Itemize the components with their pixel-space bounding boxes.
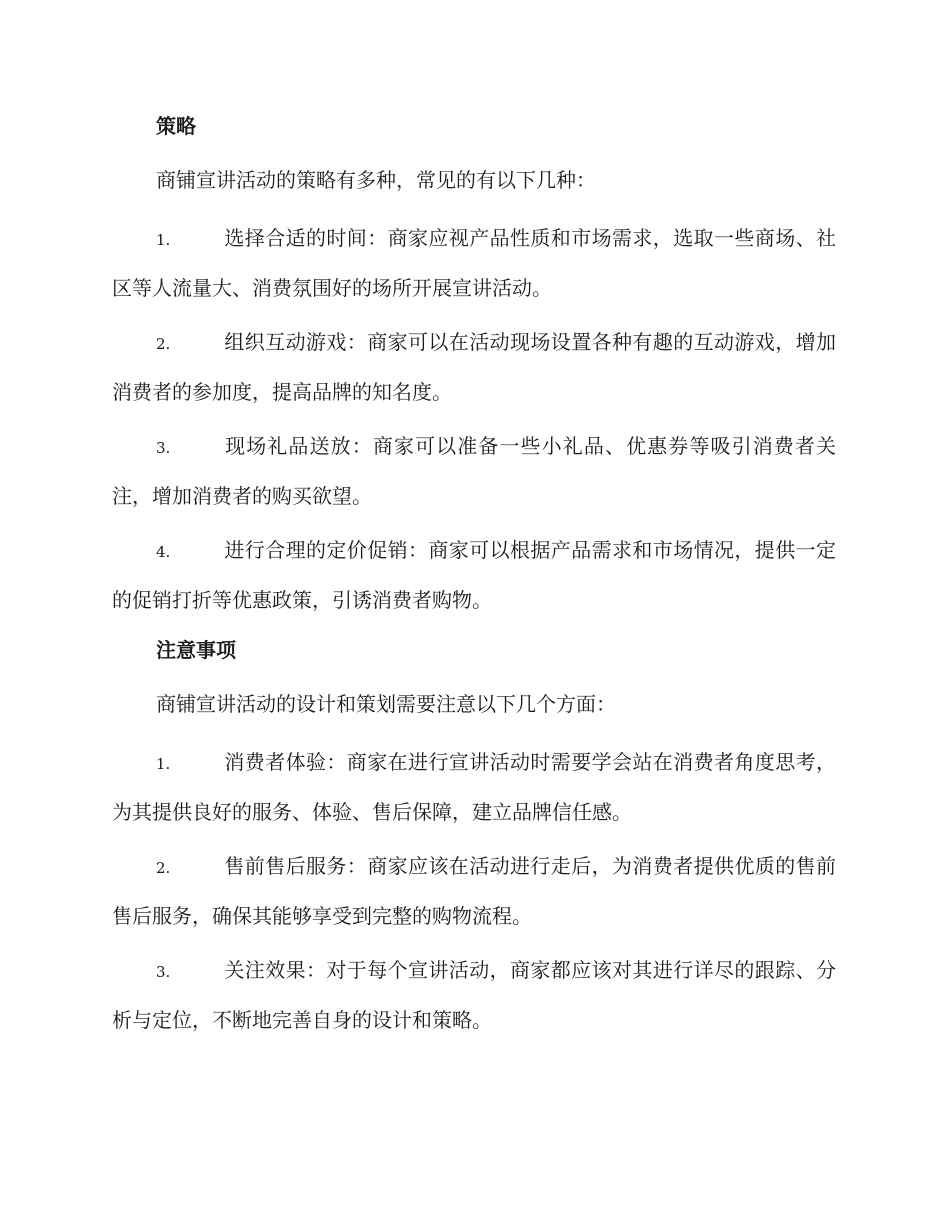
list-item [112, 526, 836, 624]
list-text: 进行合理的定价促销：商家可以根据产品需求和市场情况，提供一定的促销打折等优惠政策，引诱消费者购物。 [112, 538, 836, 612]
list-text: 消费者体验：商家在进行宣讲活动时需要学会站在消费者角度思考，为其提供良好的服务、体验、售后保障，建立品牌信任感。 [112, 750, 836, 824]
list-number: 1. [156, 755, 171, 773]
document-page [112, 106, 836, 1050]
section-heading: 注意事项 [156, 638, 236, 662]
list-item [112, 214, 836, 312]
section-intro: 商铺宣讲活动的设计和策划需要注意以下几个方面： [156, 692, 616, 716]
list-text: 选择合适的时间：商家应视产品性质和市场需求，选取一些商场、社区等人流量大、消费氛围好的场所开展宣讲活动。 [112, 226, 836, 300]
list-item [112, 738, 836, 836]
section-intro: 商铺宣讲活动的策略有多种，常见的有以下几种： [156, 168, 596, 192]
list-text: 组织互动游戏：商家可以在活动现场设置各种有趣的互动游戏，增加消费者的参加度，提高品牌的知名度。 [112, 330, 836, 404]
list-text: 售前售后服务：商家应该在活动进行走后，为消费者提供优质的售前售后服务，确保其能够享受到完整的购物流程。 [112, 854, 836, 928]
list-number: 4. [156, 543, 171, 561]
section-heading: 策略 [156, 114, 196, 138]
list-item [112, 422, 836, 520]
list-number: 2. [156, 335, 171, 353]
section-strategy [112, 106, 836, 624]
list-item [112, 946, 836, 1044]
list-number: 3. [156, 963, 171, 981]
list-number: 3. [156, 439, 171, 457]
section-notes [112, 630, 836, 1044]
list-number: 2. [156, 859, 171, 877]
list-item [112, 318, 836, 416]
list-text: 关注效果：对于每个宣讲活动，商家都应该对其进行详尽的跟踪、分析与定位，不断地完善自身的设计和策略。 [112, 958, 836, 1032]
list-item [112, 842, 836, 940]
list-text: 现场礼品送放：商家可以准备一些小礼品、优惠券等吸引消费者关注，增加消费者的购买欲望。 [112, 434, 836, 508]
list-number: 1. [156, 231, 171, 249]
